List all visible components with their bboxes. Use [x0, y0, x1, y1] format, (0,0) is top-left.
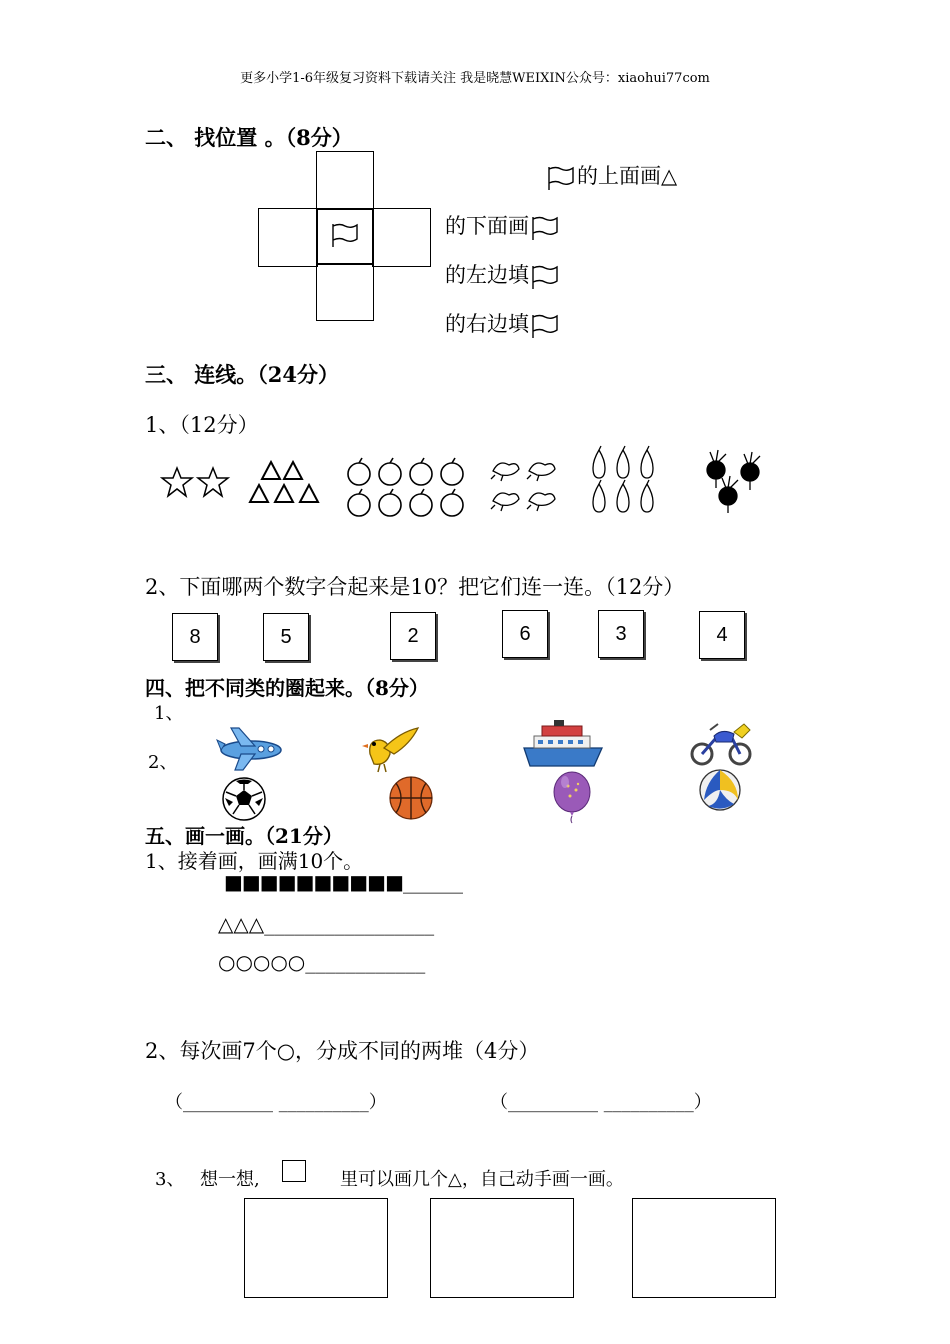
grid-cell-bottom[interactable]	[316, 263, 374, 321]
section5-q3-text-a: 想一想,	[200, 1169, 260, 1190]
instruction-above	[545, 160, 677, 191]
grid-cell-top[interactable]	[316, 151, 374, 210]
small-square-icon	[282, 1160, 306, 1182]
section4-q1: 1、	[154, 703, 184, 724]
instruction-right	[445, 308, 561, 339]
number-box-6[interactable]: 6	[502, 610, 548, 658]
section3-q2: 2、下面哪两个数字合起来是10？把它们连一连。（12分）	[145, 575, 685, 599]
number-box-2[interactable]: 2	[390, 612, 436, 660]
circles-shapes: ○○○○○	[218, 950, 306, 974]
page-header: 更多小学1-6年级复习资料下载请关注 我是晓慧WEIXIN公众号：xiaohui77com	[240, 71, 710, 86]
split-answer-1[interactable]: （__________ __________）	[165, 1092, 387, 1113]
circles-blank[interactable]: ____________	[305, 950, 426, 974]
squares-shapes: ■■■■■■■■■■	[224, 870, 403, 894]
triangles-row	[218, 912, 434, 936]
flag-icon	[330, 222, 360, 248]
number-box-8[interactable]: 8	[172, 613, 218, 661]
squares-row	[224, 870, 463, 894]
section5-title: 五、画一画。（21分）	[145, 824, 343, 848]
instruction-below	[445, 210, 561, 241]
section3-q1: 1、（12分）	[145, 413, 259, 437]
instruction-left-text: 的左边填	[445, 263, 529, 287]
circles-row	[218, 950, 425, 974]
instruction-above-text: 的上面画△	[577, 164, 678, 188]
drawing-box-1[interactable]	[244, 1198, 388, 1298]
grid-cell-left[interactable]	[258, 208, 318, 267]
section5-q3-text-b: 里可以画几个△，自己动手画一画。	[340, 1169, 624, 1190]
instruction-left	[445, 259, 561, 290]
flag-icon	[529, 215, 561, 241]
grid-cell-center	[316, 208, 374, 265]
balloon-icon[interactable]	[550, 770, 594, 824]
volleyball-icon[interactable]	[698, 768, 742, 812]
radishes-group[interactable]	[700, 448, 768, 514]
apples-group[interactable]	[343, 456, 468, 522]
triangles-blank[interactable]: _________________	[264, 912, 435, 936]
section4-q2: 2、	[148, 752, 178, 773]
basketball-icon[interactable]	[388, 774, 434, 822]
ship-icon[interactable]	[522, 718, 604, 774]
squares-blank[interactable]: ______	[402, 870, 463, 894]
section5-q3-number: 3、	[155, 1169, 185, 1190]
section5-q1: 1、接着画，画满10个。	[145, 849, 364, 873]
flag-icon	[545, 165, 577, 191]
triangles-shapes: △△△	[218, 912, 265, 936]
section2-title: 二、 找位置 。（8分）	[145, 125, 353, 150]
section5-q2: 2、每次画7个○，分成不同的两堆（4分）	[145, 1039, 540, 1063]
stars-group[interactable]	[160, 465, 232, 501]
flag-icon	[529, 264, 561, 290]
motorcycle-icon[interactable]	[690, 720, 754, 768]
drawing-box-2[interactable]	[430, 1198, 574, 1298]
flag-icon	[529, 313, 561, 339]
airplane-icon[interactable]	[215, 724, 287, 774]
pears-group[interactable]	[585, 444, 665, 518]
number-box-4[interactable]: 4	[699, 611, 745, 659]
section3-title: 三、 连线。（24分）	[145, 362, 340, 387]
grid-cell-right[interactable]	[372, 208, 431, 267]
number-box-5[interactable]: 5	[263, 613, 309, 661]
instruction-below-text: 的下面画	[445, 214, 529, 238]
birds-group[interactable]	[487, 455, 565, 517]
bird-icon[interactable]	[360, 724, 422, 776]
drawing-box-3[interactable]	[632, 1198, 776, 1298]
number-box-3[interactable]: 3	[598, 610, 644, 658]
triangles-group[interactable]	[247, 460, 325, 506]
soccer-ball-icon[interactable]	[221, 776, 267, 822]
section4-title: 四、把不同类的圈起来。（8分）	[145, 676, 429, 700]
split-answer-2[interactable]: （__________ __________）	[490, 1092, 712, 1113]
instruction-right-text: 的右边填	[445, 312, 529, 336]
